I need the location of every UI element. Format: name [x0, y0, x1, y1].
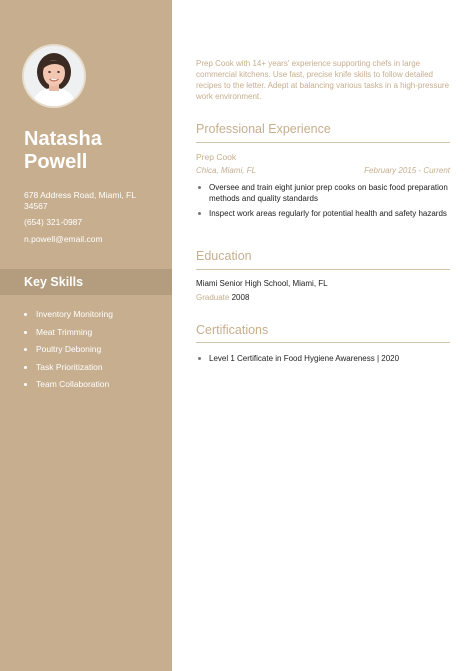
education-title: Education: [196, 249, 252, 263]
certification-item: Level 1 Certificate in Food Hygiene Awareness | 2020: [196, 353, 450, 364]
address-line-1: 678 Address Road, Miami, FL: [24, 190, 136, 200]
skills-list: [24, 306, 113, 394]
certifications-list: [196, 353, 450, 368]
skills-title: Key Skills: [24, 275, 84, 289]
certifications-title: Certifications: [196, 323, 269, 337]
address-line-2: 34567: [24, 201, 48, 211]
skill-item: Team Collaboration: [24, 376, 113, 394]
phone: (654) 321-0987: [24, 217, 83, 227]
education-divider: [196, 269, 450, 270]
education-line: [196, 293, 249, 302]
experience-bullet: Inspect work areas regularly for potential health and safety hazards: [196, 208, 450, 219]
last-name: Powell: [24, 151, 88, 173]
experience-title: Professional Experience: [196, 122, 331, 136]
skill-item: Inventory Monitoring: [24, 306, 113, 324]
candidate-name: [24, 128, 164, 174]
avatar: [24, 46, 84, 106]
email: n.powell@email.com: [24, 234, 103, 244]
job-location: Chica, Miami, FL: [196, 166, 257, 175]
first-name: Natasha: [24, 128, 102, 150]
summary: Prep Cook with 14+ years' experience supporting chefs in large commercial kitchens. Use fast, precise knife skills to follow detailed recipes to the letter. Adept at balancing various tasks in a high-pressure work environment.: [196, 59, 450, 101]
job-title: Prep Cook: [196, 152, 237, 162]
experience-bullets: [196, 182, 450, 223]
education-year: 2008: [231, 293, 250, 302]
profile-photo-icon: [24, 46, 84, 106]
job-dates: February 2015 - Current: [364, 166, 450, 175]
experience-divider: [196, 142, 450, 143]
education-school: Miami Senior High School, Miami, FL: [196, 279, 328, 288]
skill-item: Meat Trimming: [24, 324, 113, 342]
skills-header: [0, 269, 172, 295]
skill-item: Poultry Deboning: [24, 341, 113, 359]
certifications-divider: [196, 342, 450, 343]
sidebar: [0, 0, 172, 671]
experience-bullet: Oversee and train eight junior prep cooks on basic food preparation methods and quality standards: [196, 182, 450, 204]
skill-item: Task Prioritization: [24, 359, 113, 377]
education-degree: Graduate: [196, 293, 230, 302]
address: [24, 190, 164, 212]
